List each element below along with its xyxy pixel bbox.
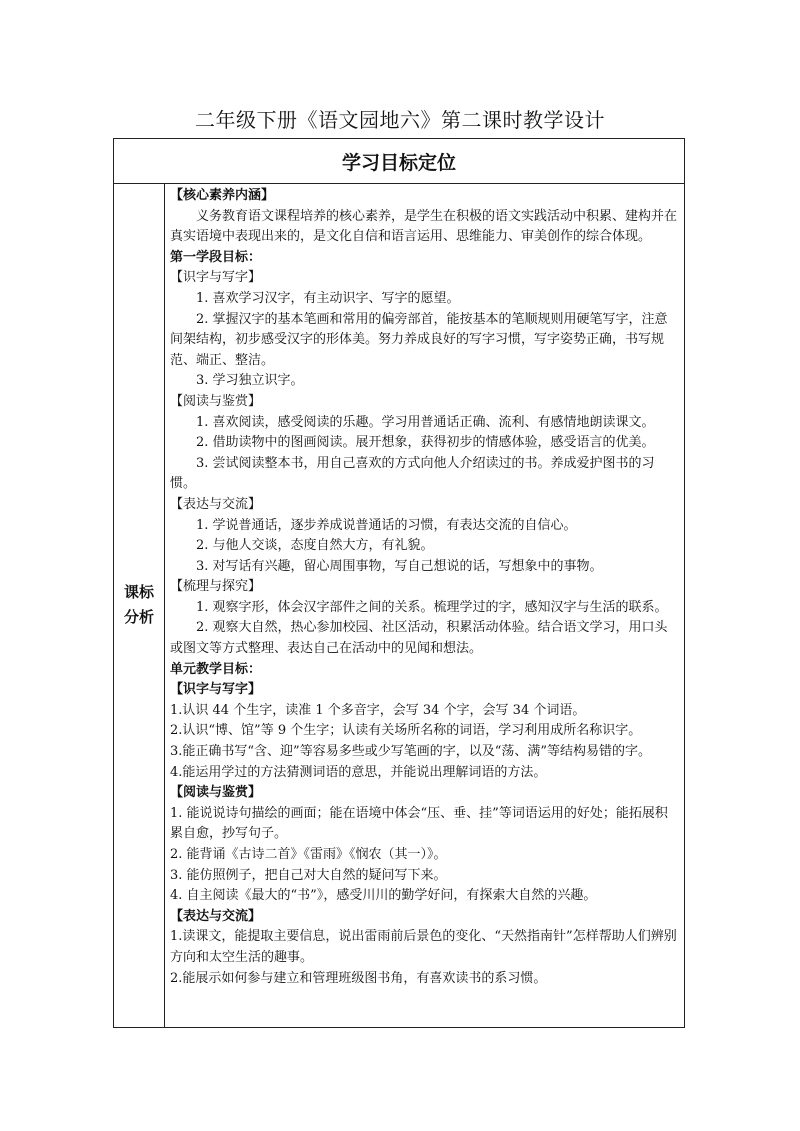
list-item: 2.认识“博、馆”等 9 个生字；认读有关场所名称的词语，学习利用成所名称识字。 [170,723,642,739]
list-item: 2.能展示如何参与建立和管理班级图书角，有喜欢读书的系习惯。 [170,970,547,986]
objectives-table [113,138,685,1028]
subsection-heading: 【识字与写字】 [170,682,262,698]
row-label-line: 课标 [123,583,154,601]
paragraph: 义务教育语文课程培养的核心素养，是学生在积极的语文实践活动中积累、建构并在真实语境中表现出来的，是文化自信和语言运用、思维能力、审美创作的综合体现。 [170,208,678,245]
list-item: 2. 能背诵《古诗二首》《雷雨》《悯农（其一）》。 [170,847,447,862]
list-item: 3.能正确书写“含、迎”等容易多些或少写笔画的字，以及“荡、满”等结构易错的字。 [170,744,651,760]
document-title: 二年级下册《语文园地六》第二课时教学设计 [195,108,605,132]
list-item: 1. 喜欢学习汉字，有主动识字、写字的愿望。 [196,290,460,306]
list-item: 1. 观察字形，体会汉字部件之间的关系。梳理学过的字，感知汉字与生活的联系。 [196,599,668,615]
table-row [114,183,684,1027]
list-item: 2. 借助读物中的图画阅读。展开想象，获得初步的情感体验，感受语言的优美。 [196,435,655,451]
list-item: 4. 自主阅读《最大的“书”》，感受川川的勤学好问，有探索大自然的兴趣。 [170,888,597,904]
list-item: 1. 能说说诗句描绘的画面；能在语境中体会“压、垂、挂”等词语运用的好处；能拓展积累自愈，抄写句子。 [170,805,668,842]
list-item: 1. 喜欢阅读，感受阅读的乐趣。学习用普通话正确、流利、有感情地朗读课文。 [196,414,655,430]
subsection-heading: 【表达与交流】 [170,496,262,512]
list-item: 1.认识 44 个生字，读准 1 个多音字，会写 34 个字，会写 34 个词语。 [170,702,586,718]
list-item: 2. 与他人交谈，态度自然大方，有礼貌。 [196,538,434,554]
subsection-heading: 【识字与写字】 [170,270,262,286]
list-item: 2. 掌握汉字的基本笔画和常用的偏旁部首，能按基本的笔顺规则用硬笔写字，注意间架结构，初步感受汉字的形体美。努力养成良好的写字习惯，写字姿势正确，书写规范、端正、整洁。 [170,311,668,368]
list-item: 3. 对写话有兴趣，留心周围事物，写自己想说的话，写想象中的事物。 [196,558,603,574]
subsection-heading: 【阅读与鉴赏】 [170,785,262,801]
list-item: 4.能运用学过的方法猜测词语的意思，并能说出理解词语的方法。 [170,764,547,780]
section-heading: 【核心素养内涵】 [170,188,275,203]
row-label [114,183,165,1027]
section-heading: 第一学段目标： [170,249,262,265]
list-item: 2. 观察大自然，热心参加校园、社区活动，积累活动体验。结合语文学习，用口头或图文等方式整理、表达自己在活动中的见闻和想法。 [170,620,668,657]
table-header: 学习目标定位 [114,139,684,184]
subsection-heading: 【梳理与探究】 [170,579,262,595]
section-heading: 单元教学目标： [170,661,262,677]
list-item: 3. 尝试阅读整本书，用自己喜欢的方式向他人介绍读过的书。养成爱护图书的习惯。 [170,455,655,492]
row-label-line: 分析 [123,608,154,626]
subsection-heading: 【阅读与鉴赏】 [170,393,262,409]
list-item: 1.读课文，能提取主要信息，说出雷雨前后景色的变化、“天然指南针”怎样帮助人们辨别方向和太空生活的趣事。 [170,929,677,965]
curriculum-analysis-content [170,186,678,989]
list-item: 3. 学习独立识字。 [196,373,304,389]
list-item: 3. 能仿照例子，把自己对大自然的疑问写下来。 [170,867,447,883]
list-item: 1. 学说普通话，逐步养成说普通话的习惯，有表达交流的自信心。 [196,517,577,533]
subsection-heading: 【表达与交流】 [170,908,262,924]
